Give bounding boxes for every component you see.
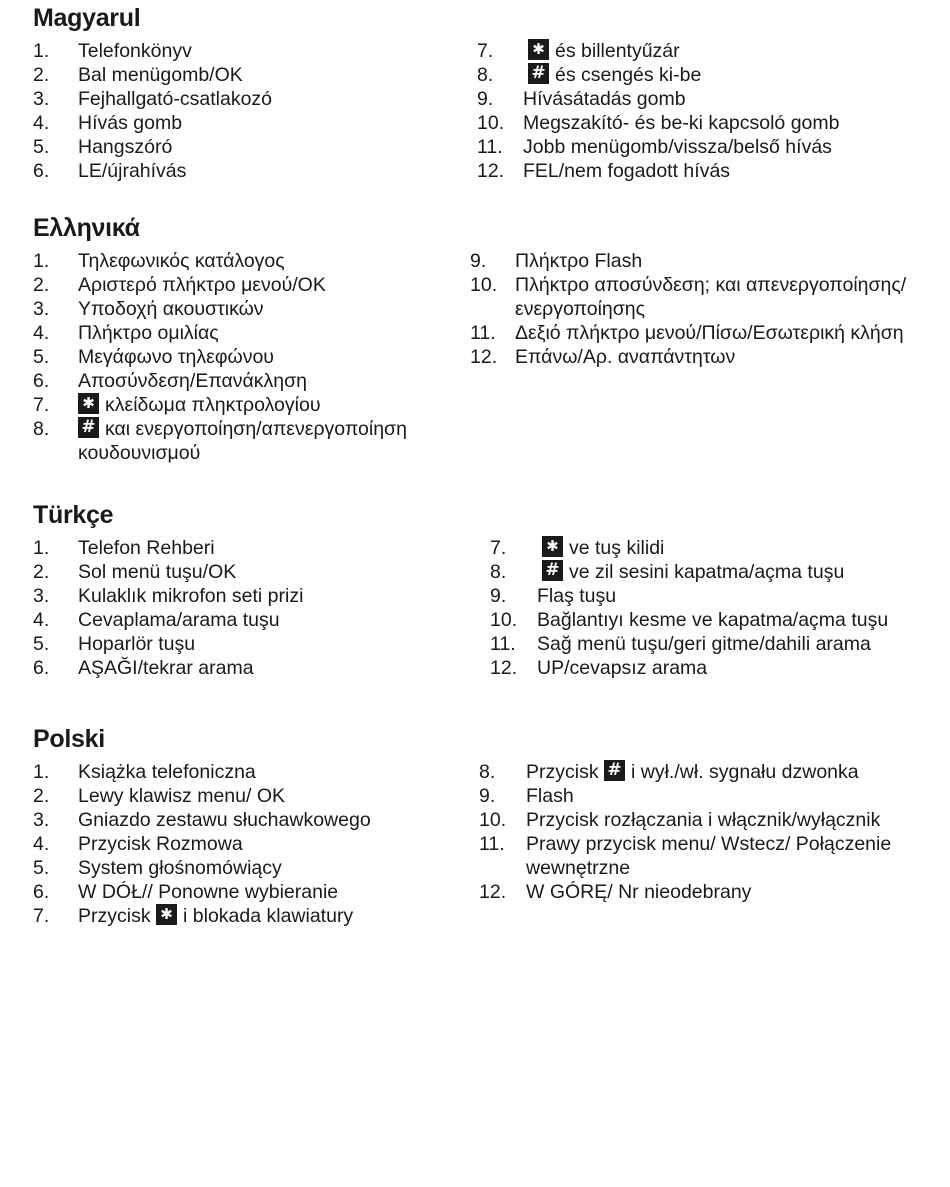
list-item xyxy=(470,321,930,345)
list-item xyxy=(33,808,453,832)
list-item xyxy=(33,760,453,784)
item-label: Cevaplama/arama tuşu xyxy=(78,609,280,631)
item-label: Książka telefoniczna xyxy=(78,761,256,783)
item-label: és csengés ki-be xyxy=(555,64,702,86)
item-number: 9. xyxy=(477,88,494,110)
item-number: 8. xyxy=(479,761,496,783)
item-label: Gniazdo zestawu słuchawkowego xyxy=(78,809,371,831)
list-right xyxy=(477,39,937,183)
list-item xyxy=(33,297,453,321)
item-text xyxy=(33,808,453,832)
item-number: 12. xyxy=(470,346,498,368)
list-item xyxy=(477,39,937,63)
item-number: 7. xyxy=(490,537,507,559)
list-item xyxy=(33,608,453,632)
item-label: Αποσύνδεση/Επανάκληση xyxy=(78,370,308,392)
list-item xyxy=(470,345,930,369)
item-text xyxy=(490,632,940,656)
item-number: 7. xyxy=(33,394,50,416)
list-item xyxy=(477,111,937,135)
list-item xyxy=(33,880,453,904)
item-number: 7. xyxy=(33,905,50,927)
list-item xyxy=(33,417,453,465)
item-prefix: Przycisk xyxy=(78,905,151,927)
item-number: 10. xyxy=(470,274,498,296)
item-label: és billentyűzár xyxy=(555,40,680,62)
item-text xyxy=(477,111,937,135)
section-greek xyxy=(0,213,950,473)
list-item xyxy=(477,87,937,111)
list-item xyxy=(33,584,453,608)
item-label: Hívás gomb xyxy=(78,112,183,134)
list-left xyxy=(33,760,453,928)
item-number: 1. xyxy=(33,761,50,783)
item-number: 2. xyxy=(33,561,50,583)
item-number: 8. xyxy=(490,561,507,583)
list-item xyxy=(33,369,453,393)
item-number: 11. xyxy=(490,633,516,655)
item-text xyxy=(479,832,939,880)
section-heading: Polski xyxy=(33,725,105,753)
item-text xyxy=(479,784,939,808)
asterisk-key-icon xyxy=(78,393,99,414)
list-left xyxy=(33,39,453,183)
item-number: 8. xyxy=(477,64,494,86)
item-label: FEL/nem fogadott hívás xyxy=(523,160,731,182)
item-label: Επάνω/Αρ. αναπάντητων xyxy=(515,346,736,368)
item-text xyxy=(490,608,940,632)
item-text xyxy=(479,808,939,832)
list-item xyxy=(33,39,453,63)
list-item xyxy=(33,856,453,880)
item-text xyxy=(33,63,453,87)
list-item xyxy=(33,321,453,345)
item-number: 2. xyxy=(33,785,50,807)
item-label: Telefon Rehberi xyxy=(78,537,215,559)
item-number: 6. xyxy=(33,881,50,903)
list-right xyxy=(470,249,930,369)
list-item xyxy=(33,345,453,369)
list-item xyxy=(479,880,939,904)
item-number: 6. xyxy=(33,160,50,182)
item-number: 6. xyxy=(33,657,50,679)
item-text xyxy=(33,584,453,608)
item-text xyxy=(470,345,930,369)
item-label: i wył./wł. sygnału dzwonka xyxy=(631,761,859,783)
list-item xyxy=(490,560,940,584)
item-text xyxy=(33,832,453,856)
list-right xyxy=(490,536,940,680)
item-text xyxy=(33,904,453,928)
item-label: Υποδοχή ακουστικών xyxy=(78,298,264,320)
section-hungarian xyxy=(0,3,950,188)
item-label: UP/cevapsız arama xyxy=(537,657,708,679)
list-item xyxy=(470,249,930,273)
hash-key-icon xyxy=(542,560,563,581)
item-text xyxy=(477,135,937,159)
item-label: ve zil sesini kapatma/açma tuşu xyxy=(569,561,845,583)
item-text xyxy=(33,417,453,465)
item-label: Μεγάφωνο τηλεφώνου xyxy=(78,346,274,368)
item-number: 2. xyxy=(33,64,50,86)
list-item xyxy=(490,656,940,680)
list-item xyxy=(33,656,453,680)
item-text xyxy=(33,87,453,111)
item-number: 9. xyxy=(479,785,496,807)
item-text xyxy=(33,321,453,345)
item-number: 9. xyxy=(490,585,507,607)
list-item xyxy=(479,832,939,880)
item-number: 11. xyxy=(479,833,505,855)
item-text xyxy=(479,880,939,904)
item-label: Τηλεφωνικός κατάλογος xyxy=(78,250,285,272)
item-label: AŞAĞI/tekrar arama xyxy=(78,657,254,679)
item-label: Flash xyxy=(526,785,574,807)
item-label: Sağ menü tuşu/geri gitme/dahili arama xyxy=(537,633,871,655)
asterisk-key-icon xyxy=(528,39,549,60)
item-label: Kulaklık mikrofon seti prizi xyxy=(78,585,304,607)
list-item xyxy=(33,135,453,159)
item-text xyxy=(33,760,453,784)
list-item xyxy=(479,808,939,832)
item-number: 1. xyxy=(33,250,50,272)
item-text xyxy=(33,273,453,297)
section-heading: Magyarul xyxy=(33,4,141,32)
item-text xyxy=(479,760,939,784)
item-text xyxy=(33,249,453,273)
list-item xyxy=(33,832,453,856)
item-number: 10. xyxy=(479,809,507,831)
item-text xyxy=(477,39,937,63)
item-text xyxy=(33,135,453,159)
item-number: 8. xyxy=(33,418,50,440)
item-label: Prawy przycisk menu/ Wstecz/ Połączenie wewnętrzne xyxy=(526,833,892,879)
item-label: Πλήκτρο Flash xyxy=(515,250,643,272)
item-number: 3. xyxy=(33,298,50,320)
item-text xyxy=(490,536,940,560)
item-label: Αριστερό πλήκτρο μενού/OK xyxy=(78,274,326,296)
section-turkish xyxy=(0,500,950,685)
list-item xyxy=(477,135,937,159)
item-number: 5. xyxy=(33,346,50,368)
item-number: 12. xyxy=(490,657,518,679)
item-text xyxy=(33,39,453,63)
item-label: Jobb menügomb/vissza/belső hívás xyxy=(523,136,832,158)
item-number: 3. xyxy=(33,88,50,110)
item-number: 5. xyxy=(33,136,50,158)
list-item xyxy=(33,632,453,656)
item-number: 4. xyxy=(33,833,50,855)
item-number: 4. xyxy=(33,609,50,631)
item-text xyxy=(477,87,937,111)
item-label: Hangszóró xyxy=(78,136,173,158)
item-number: 3. xyxy=(33,585,50,607)
item-label: Πλήκτρο αποσύνδεση; και απενεργοποίησης/ενεργοποίησης xyxy=(515,274,907,320)
list-item xyxy=(33,393,453,417)
item-text xyxy=(490,656,940,680)
item-label: Πλήκτρο ομιλίας xyxy=(78,322,219,344)
item-label: Sol menü tuşu/OK xyxy=(78,561,237,583)
item-label: LE/újrahívás xyxy=(78,160,187,182)
item-number: 12. xyxy=(477,160,505,182)
item-number: 4. xyxy=(33,112,50,134)
list-item xyxy=(33,159,453,183)
item-number: 11. xyxy=(477,136,503,158)
item-text xyxy=(33,297,453,321)
item-label: Δεξιό πλήκτρο μενού/Πίσω/Εσωτερική κλήση xyxy=(515,322,904,344)
section-heading: Ελληνικά xyxy=(33,214,140,242)
item-label: i blokada klawiatury xyxy=(183,905,354,927)
list-item xyxy=(479,784,939,808)
item-text xyxy=(33,159,453,183)
list-item xyxy=(490,536,940,560)
item-label: Przycisk rozłączania i włącznik/wyłącznik xyxy=(526,809,881,831)
item-text xyxy=(33,632,453,656)
item-text xyxy=(33,784,453,808)
list-item xyxy=(490,608,940,632)
item-number: 2. xyxy=(33,274,50,296)
list-item xyxy=(490,584,940,608)
item-label: Hívásátadás gomb xyxy=(523,88,686,110)
item-number: 4. xyxy=(33,322,50,344)
item-label: Megszakító- és be-ki kapcsoló gomb xyxy=(523,112,840,134)
item-text xyxy=(33,369,453,393)
list-item xyxy=(33,111,453,135)
list-item xyxy=(477,63,937,87)
item-text xyxy=(490,584,940,608)
item-text xyxy=(490,560,940,584)
item-label: Przycisk Rozmowa xyxy=(78,833,243,855)
list-item xyxy=(490,632,940,656)
item-number: 3. xyxy=(33,809,50,831)
list-left xyxy=(33,249,453,465)
item-number: 6. xyxy=(33,370,50,392)
hash-key-icon xyxy=(78,417,99,438)
list-item xyxy=(33,273,453,297)
item-label: Bağlantıyı kesme ve kapatma/açma tuşu xyxy=(537,609,889,631)
list-item xyxy=(477,159,937,183)
list-item xyxy=(33,904,453,928)
item-number: 5. xyxy=(33,633,50,655)
item-label: κλείδωμα πληκτρολογίου xyxy=(105,394,321,416)
asterisk-key-icon xyxy=(542,536,563,557)
item-text xyxy=(470,273,930,321)
list-item xyxy=(33,560,453,584)
item-number: 10. xyxy=(490,609,518,631)
item-text xyxy=(33,656,453,680)
item-text xyxy=(33,393,453,417)
item-label: W DÓŁ// Ponowne wybieranie xyxy=(78,881,339,903)
list-item xyxy=(33,63,453,87)
item-number: 1. xyxy=(33,40,50,62)
list-item xyxy=(470,273,930,321)
item-prefix: Przycisk xyxy=(526,761,599,783)
section-heading: Türkçe xyxy=(33,501,114,529)
item-number: 1. xyxy=(33,537,50,559)
list-item xyxy=(479,760,939,784)
item-label: ve tuş kilidi xyxy=(569,537,665,559)
item-text xyxy=(33,856,453,880)
list-item xyxy=(33,87,453,111)
item-label: W GÓRĘ/ Nr nieodebrany xyxy=(526,881,752,903)
item-text xyxy=(33,560,453,584)
item-label: και ενεργοποίηση/απενεργοποίηση κουδουνισμού xyxy=(78,418,407,464)
list-item xyxy=(33,249,453,273)
section-polish xyxy=(0,724,950,934)
item-text xyxy=(470,321,930,345)
item-label: Flaş tuşu xyxy=(537,585,617,607)
list-right xyxy=(479,760,939,904)
item-label: Bal menügomb/OK xyxy=(78,64,243,86)
item-text xyxy=(477,159,937,183)
list-left xyxy=(33,536,453,680)
item-number: 7. xyxy=(477,40,494,62)
hash-key-icon xyxy=(604,760,625,781)
item-label: System głośnomówiący xyxy=(78,857,282,879)
item-number: 5. xyxy=(33,857,50,879)
item-text xyxy=(33,345,453,369)
item-text xyxy=(33,880,453,904)
item-text xyxy=(33,111,453,135)
item-number: 12. xyxy=(479,881,507,903)
item-number: 10. xyxy=(477,112,505,134)
item-text xyxy=(33,536,453,560)
hash-key-icon xyxy=(528,63,549,84)
list-item xyxy=(33,536,453,560)
item-label: Hoparlör tuşu xyxy=(78,633,196,655)
item-text xyxy=(477,63,937,87)
item-text xyxy=(33,608,453,632)
item-label: Fejhallgató-csatlakozó xyxy=(78,88,273,110)
list-item xyxy=(33,784,453,808)
item-text xyxy=(470,249,930,273)
item-number: 11. xyxy=(470,322,496,344)
item-number: 9. xyxy=(470,250,487,272)
item-label: Lewy klawisz menu/ OK xyxy=(78,785,285,807)
asterisk-key-icon xyxy=(156,904,177,925)
item-label: Telefonkönyv xyxy=(78,40,192,62)
